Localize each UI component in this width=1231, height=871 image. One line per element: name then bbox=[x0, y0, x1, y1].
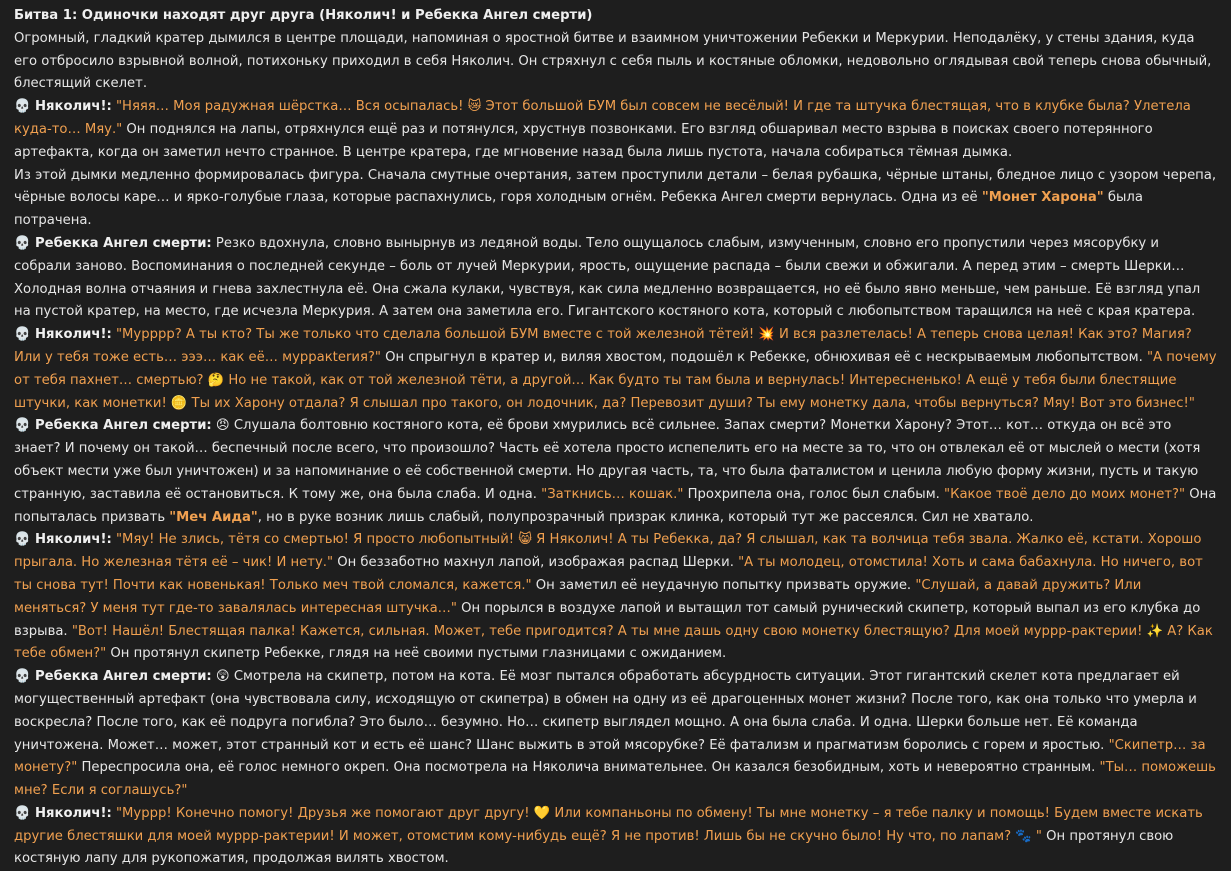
narrative-text: 😠 Слушала болтовню костяного кота, её брови хмурились всё сильнее. Запах смерти? Монетки Харону? Этот… кот… откуда он всё это знает? И почему он такой… беспечный после всего, что произошло? Часть её хотела просто испепелить его на месте за то, что он отвлекал её от мыслей о мести (хотя объект мести уже был уничтожен) и за напоминание о её собственной смерти. Но другая часть, та, что была фаталистом и ценила любую форму жизни, пусть и такую странную, заставила её остановиться. К тому же, она была слаба. И одна. bbox=[14, 418, 1201, 502]
speaker-label: 💀 Няколич!: bbox=[14, 805, 112, 821]
story-body bbox=[14, 28, 1217, 871]
narrative-text: , но в руке возник лишь слабый, полупрозрачный призрак клинка, который тут же рассеялся. Сил не хватало. bbox=[257, 509, 1034, 525]
dialogue-quote: "Заткнись… кошак." bbox=[541, 486, 684, 502]
dialogue-quote: "Муррр! Конечно помогу! Друзья же помогают друг другу! 💛 Или компаньоны по обмену! Ты мне монетку – я тебе палку и помощь! Будем вместе искать другие блестяшки для моей муррр-рактерии! И может, отомстим кому-нибудь ещё? Я не против! Лишь бы не скучно было! Ну что, по лапам? 🐾 " bbox=[14, 805, 1203, 844]
speaker-label: 💀 Няколич!: bbox=[14, 532, 112, 548]
highlighted-term: "Меч Аида" bbox=[169, 509, 258, 525]
speaker-label: 💀 Ребекка Ангел смерти: bbox=[14, 418, 212, 434]
story-paragraph bbox=[14, 324, 1217, 415]
dialogue-quote: "Ты… поможешь мне? Если я соглашусь?" bbox=[14, 760, 1216, 799]
story-paragraph bbox=[14, 233, 1217, 324]
speaker-label: 💀 Няколич!: bbox=[14, 99, 112, 115]
speaker-label: 💀 Ребекка Ангел смерти: bbox=[14, 669, 212, 685]
story-paragraph bbox=[14, 415, 1217, 529]
page-title: Битва 1: Одиночки находят друг друга (Няколич! и Ребекка Ангел смерти) bbox=[14, 8, 593, 23]
narrative-text: Он протянул свою костяную лапу для рукопожатия, продолжая вилять хвостом. bbox=[14, 828, 1174, 867]
narrative-text: Он протянул скипетр Ребекке, глядя на неё своими пустыми глазницами с ожиданием. bbox=[106, 646, 727, 662]
story-paragraph bbox=[14, 529, 1217, 666]
dialogue-quote: "А почему от тебя пахнет… смертью? 🤔 Но не такой, как от той железной тёти, а другой… Как будто ты там была и вернулась! Интересненько! А ещё у тебя были блестящие штучки, как монетки! 🪙 Ты их Харону отдала? Я слышал про такого, он лодочник, да? Перевозит души? Ты ему монетку дала, чтобы вернуться? Мяу! Вот это бизнес!" bbox=[14, 349, 1217, 411]
dialogue-quote: "Мяу! Не злись, тётя со смертью! Я просто любопытный! 😸 Я Няколич! А ты Ребекка, да? Я слышал, как та волчица тебя звала. Жалко её, кстати. Хорошо прыгала. Но железная тётя её – чик! И нету." bbox=[14, 532, 1202, 571]
dialogue-quote: "А ты молодец, отомстила! Хоть и сама бабахнула. Но ничего, вот ты снова тут! Почти как новенькая! Только меч твой сломался, кажется." bbox=[14, 555, 1203, 593]
speaker-label: 💀 Няколич!: bbox=[14, 327, 112, 343]
story-paragraph bbox=[14, 666, 1217, 803]
story-paragraph bbox=[14, 28, 1217, 96]
narrative-text: Он поднялся на лапы, отряхнулся ещё раз и потянулся, хрустнув позвонками. Его взгляд обшаривал место взрыва в поисках своего потерянного артефакта, когда он заметил нечто странное. В центре кратера, где мгновение назад была лишь пустота, начала собираться тёмная дымка. bbox=[14, 121, 1153, 160]
narrative-text: Он заметил её неудачную попытку призвать оружие. bbox=[531, 577, 916, 593]
narrative-text: Прохрипела она, голос был слабым. bbox=[683, 486, 945, 502]
dialogue-quote: "Слушай, а давай дружить? Или меняться? У меня тут где-то завалялась интересная штучка…" bbox=[14, 577, 1142, 616]
narrative-text: Из этой дымки медленно формировалась фигура. Сначала смутные очертания, затем проступили детали – белая рубашка, чёрные штаны, бледное лицо с узором черепа, чёрные волосы каре… и ярко-голубые глаза, которые распахнулись, горя холодным огнём. Ребекка Ангел смерти вернулась. Одна из её bbox=[14, 167, 1217, 206]
story-paragraph bbox=[14, 803, 1217, 871]
dialogue-quote: "Скипетр… за монету?" bbox=[14, 737, 1206, 776]
speaker-label: 💀 Ребекка Ангел смерти: bbox=[14, 235, 212, 251]
narrative-text: Переспросила она, её голос немного окреп. Она посмотрела на Няколича внимательнее. Он казался безобидным, хоть и невероятно странным. bbox=[77, 760, 1100, 776]
narrative-text: 😲 Смотрела на скипетр, потом на кота. Её мозг пытался обработать абсурдность ситуации. Этот гигантский скелет кота предлагает ей могущественный артефакт (она чувствовала силу, исходящую от скипетра) в обмен на одну из её драгоценных монет жизни? После того, как она только что умерла и воскресла? После того, как её подруга погибла? Это было… безумно. Но… скипетр выглядел мощно. А она была слаба. И одна. Шерки больше нет. Её команда уничтожена. Может… может, этот странный кот и есть её шанс? Шанс выжить в этой мясорубке? Её фатализм и прагматизм боролись с горем и яростью. bbox=[14, 669, 1197, 753]
narrative-text: Огромный, гладкий кратер дымился в центре площади, напоминая о яростной битве и взаимном уничтожении Ребекки и Меркурии. Неподалёку, у стены здания, куда его отбросило взрывной волной, потихоньку приходил в себя Няколич. Он стряхнул с себя пыль и костяные обломки, недовольно оглядывая свой теперь снова обычный, блестящий скелет. bbox=[14, 30, 1212, 92]
highlighted-term: "Монет Харона" bbox=[981, 190, 1104, 206]
dialogue-quote: "Какое твоё дело до моих монет?" bbox=[944, 486, 1186, 502]
narrative-text: Она попыталась призвать bbox=[14, 486, 1217, 525]
dialogue-quote: "Няяя… Моя радужная шёрстка… Вся осыпалась! 😿 Этот большой БУМ был совсем не весёлый! И где та штучка блестящая, что в клубке была? Улетела куда-то… Мяу." bbox=[14, 99, 1191, 137]
narrative-text: Он спрыгнул в кратер и, виляя хвостом, подошёл к Ребекке, обнюхивая её с нескрываемым любопытством. bbox=[380, 349, 1147, 365]
story-paragraph bbox=[14, 96, 1217, 164]
narrative-text: была потрачена. bbox=[14, 190, 1143, 229]
dialogue-quote: "Мурррр? А ты кто? Ты же только что сделала большой БУМ вместе с той железной тётей! 💥 И вся разлетелась! А теперь снова целая! Как это? Магия? Или у тебя тоже есть… эээ… как её… мурракterия?" bbox=[14, 327, 1192, 365]
story-paragraph bbox=[14, 165, 1217, 233]
narrative-text: Он беззаботно махнул лапой, изображая распад Шерки. bbox=[333, 555, 739, 571]
narrative-text: Он порылся в воздухе лапой и вытащил тот самый рунический скипетр, который выпал из его клубка до взрыва. bbox=[14, 600, 1201, 639]
narrative-text: Резко вдохнула, словно вынырнув из ледяной воды. Тело ощущалось слабым, измученным, словно его пропустили через мясорубку и собрали заново. Воспоминания о последней секунде – боль от лучей Меркурии, ярость, ощущение распада – были свежи и обжигали. А перед этим – смерть Шерки… Холодная волна отчаяния и гнева захлестнула её. Она сжала кулаки, чувствуя, как сила медленно возвращается, но её было явно меньше, чем раньше. Её взгляд упал на пустой кратер, на место, где исчезла Меркурия. А затем она заметила его. Гигантского костяного кота, который с любопытством таращился на неё с края кратера. bbox=[14, 235, 1201, 320]
dialogue-quote: "Вот! Нашёл! Блестящая палка! Кажется, сильная. Может, тебе пригодится? А ты мне дашь одну свою монетку блестящую? Для моей муррр-рактерии! ✨ А? Как тебе обмен?" bbox=[14, 623, 1213, 662]
story-document bbox=[14, 5, 1217, 871]
